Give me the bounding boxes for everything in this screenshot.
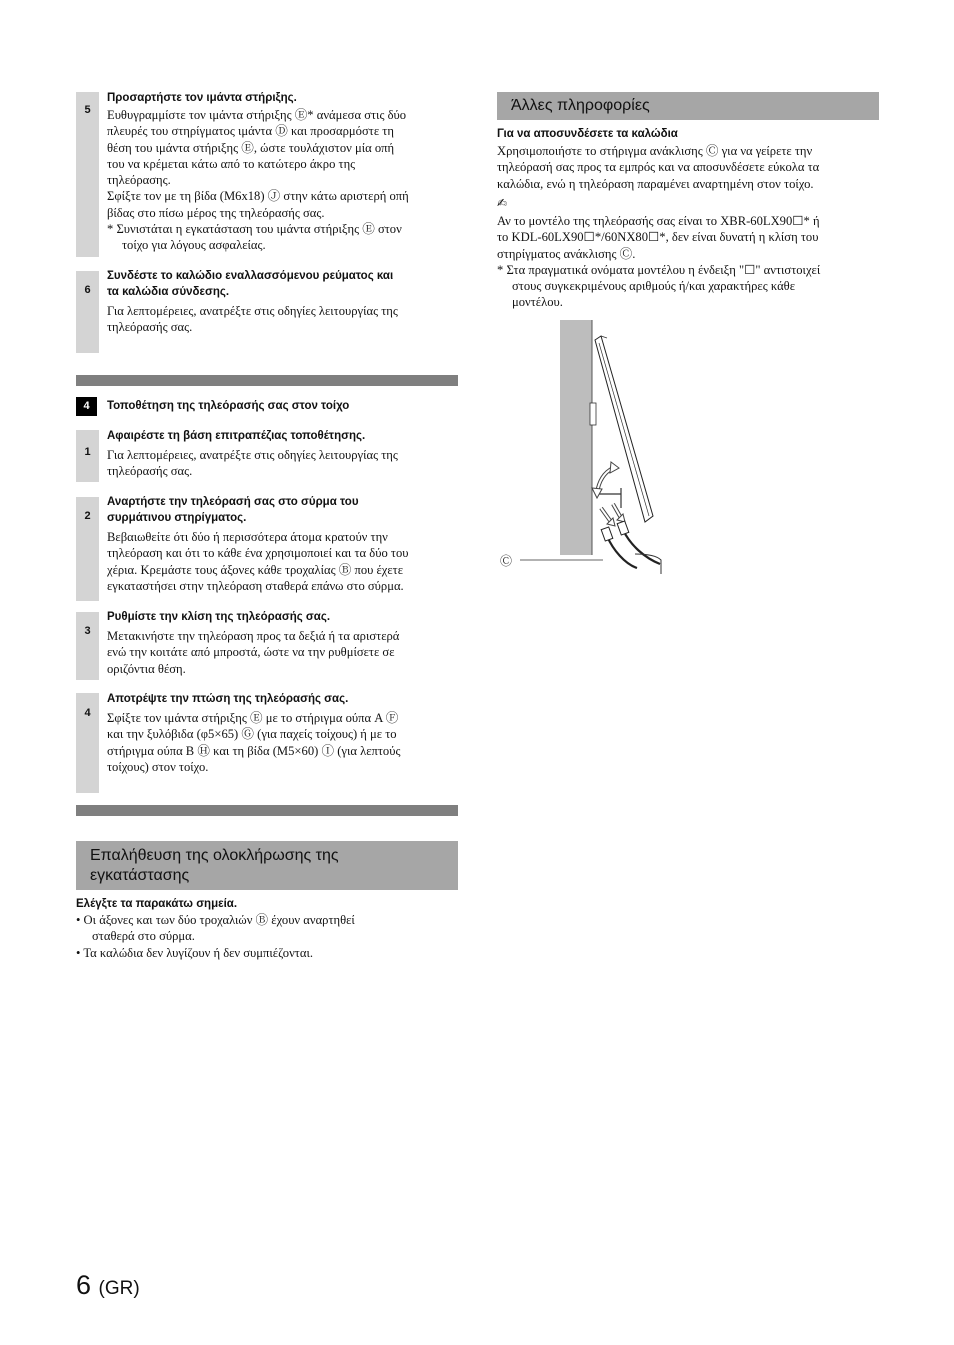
section-4-title: Τοποθέτηση της τηλεόρασής σας στον τοίχο [107,400,350,412]
step-2-line: χέρια. Κρεμάστε τους άξονες κάθε τροχαλίας Ⓑ που έχετε [107,562,404,577]
disconnect-heading: Για να αποσυνδέσετε τα καλώδια [497,128,678,140]
step-5-number: 5 [84,104,91,116]
footnote-line: μοντέλου. [512,295,563,310]
step-6-line: τηλεόρασής σας. [107,320,193,335]
wall [560,320,592,555]
step-2-heading-line: Αναρτήστε την τηλεόρασή σας στο σύρμα του [107,496,359,508]
step-1-line: τηλεόρασής σας. [107,464,193,479]
footnote-line: στους συγκεκριμένους αριθμούς ή/και χαρακτήρες κάθε [512,279,795,294]
step-4-heading: Αποτρέψτε την πτώση της τηλεόρασής σας. [107,693,349,705]
disconnect-line: τηλεόρασή σας προς τα εμπρός και να αποσυνδέσετε εύκολα τα [497,160,820,175]
step-5-bar [76,92,99,257]
step-3-line: ενώ την κοιτάτε από μπροστά, ώστε να την ρυθμίσετε σε [107,645,395,660]
step-2-text [107,529,462,594]
step-3-heading: Ρυθμίστε την κλίση της τηλεόρασής σας. [107,611,331,623]
section-divider [76,375,458,386]
verify-bullets [76,912,456,961]
step-5-text [107,107,462,254]
tv-tilt-illustration [495,318,670,578]
step-4-line: στήριγμα ούπα B Ⓗ και τη βίδα (M5×60) Ⓘ (για λεπτούς [107,743,401,758]
other-info-title [497,92,879,120]
step-3-number: 3 [84,625,91,637]
step-6-line: Για λεπτομέρειες, ανατρέξτε στις οδηγίες λειτουργίας της [107,304,398,318]
page-number [76,1268,140,1306]
figure-label-c: Ⓒ [500,554,513,568]
step-2-heading-line: συρμάτινου στηρίγματος. [107,512,247,524]
step-6-text [107,303,462,336]
verify-section-title [76,841,458,890]
step-6-heading-line: Συνδέστε το καλώδιο εναλλασσόμενου ρεύματος και [107,270,394,282]
step-3-line: οριζόντια θέση. [107,661,186,676]
other-info-title-text: Άλλες πληροφορίες [511,97,650,114]
note-line: Αν το μοντέλο της τηλεόρασής σας είναι το XBR-60LX90☐* ή [497,214,820,228]
step-1-text [107,447,462,480]
verify-title-line: εγκατάστασης [90,867,190,884]
footnote-line: * Στα πραγματικά ονόματα μοντέλου η ένδειξη "☐" αντιστοιχεί [497,262,821,277]
page-number-digit: 6 [76,1270,92,1300]
step-5-line: Σφίξτε τον με τη βίδα (M6x18) Ⓙ στην κάτω αριστερή οπή [107,189,409,204]
cable [607,536,637,568]
step-5-line: Ευθυγραμμίστε τον ιμάντα στήριξης Ⓔ* ανάμεσα στις δύο [107,108,407,122]
verify-title-line: Επαλήθευση της ολοκλήρωσης της [90,847,339,864]
step-6-number: 6 [84,284,91,296]
step-2-heading [107,494,359,526]
step-1-line: Για λεπτομέρειες, ανατρέξτε στις οδηγίες λειτουργίας της [107,448,398,462]
note-pencil-icon: ✍ [497,196,508,210]
step-2-line: τηλεόραση και ότι το κάθε ένα χρησιμοποιεί και τα δύο του [107,546,409,561]
step-5-line: πλευρές του στηρίγματος ιμάντα Ⓓ και προσαρμόστε τη [107,124,394,139]
step-4-text [107,710,462,775]
step-2-line: Βεβαιωθείτε ότι δύο ή περισσότερα άτομα κρατούν την [107,530,388,544]
step-4-line: τοίχους) στον τοίχο. [107,759,209,774]
section-4-number-box: 4 [76,397,97,416]
disconnect-text [497,143,887,192]
note-text [497,213,887,311]
wall-bracket [590,403,596,425]
note-line: στηρίγματος ανάκλισης Ⓒ. [497,246,636,261]
step-1-heading: Αφαιρέστε τη βάση επιτραπέζιας τοποθέτησης. [107,430,366,442]
page-number-suffix: (GR) [98,1278,140,1299]
verify-bullet-cont: σταθερά στο σύρμα. [92,929,195,944]
step-3-bar [76,612,99,680]
section-divider [76,805,458,816]
step-2-number: 2 [84,510,91,522]
step-6-heading [107,268,393,300]
step-6-heading-line: τα καλώδια σύνδεσης. [107,286,230,298]
step-3-line: Μετακινήστε την τηλεόραση προς τα δεξιά ή τα αριστερά [107,629,400,643]
disconnect-line: καλώδια, ενώ η τηλεόραση παραμένει αναρτημένη στον τοίχο. [497,176,814,191]
step-5-line: θέση του ιμάντα στήριξης Ⓔ, ώστε τουλάχιστον μία οπή [107,140,395,155]
step-4-line: και την ξυλόβιδα (φ5×65) Ⓖ (για παχείς τοίχους) ή με το [107,727,397,742]
step-5-line: βίδας στο πίσω μέρος της τηλεόρασής σας. [107,205,325,220]
step-5-line: του να κρέμεται κάτω από το κατώτερο άκρο της [107,156,356,171]
step-4-line: Σφίξτε τον ιμάντα στήριξης Ⓔ με το στήριγμα ούπα A Ⓕ [107,711,399,725]
step-1-number: 1 [84,446,91,458]
step-5-line: τηλεόρασης. [107,173,171,188]
step-2-line: εγκαταστήσει στην τηλεόραση σταθερά επάνω στο σύρμα. [107,578,404,593]
disconnect-line: Χρησιμοποιήστε το στήριγμα ανάκλισης Ⓒ για να γείρετε την [497,144,813,158]
verify-bullet: • Τα καλώδια δεν λυγίζουν ή δεν συμπιέζονται. [76,945,313,960]
step-5-note-line: τοίχο για λόγους ασφαλείας. [122,238,266,253]
verify-bullet: • Οι άξονες και των δύο τροχαλιών Ⓑ έχουν αναρτηθεί [76,913,355,927]
step-3-text [107,628,462,677]
step-5-note-line: * Συνιστάται η εγκατάσταση του ιμάντα στήριξης Ⓔ στον [107,222,402,237]
step-4-number: 4 [84,707,91,719]
verify-heading: Ελέγξτε τα παρακάτω σημεία. [76,898,238,910]
step-5-heading: Προσαρτήστε τον ιμάντα στήριξης. [107,92,297,104]
note-line: το KDL-60LX90☐*/60NX80☐*, δεν είναι δυνατή η κλίση του [497,230,819,245]
